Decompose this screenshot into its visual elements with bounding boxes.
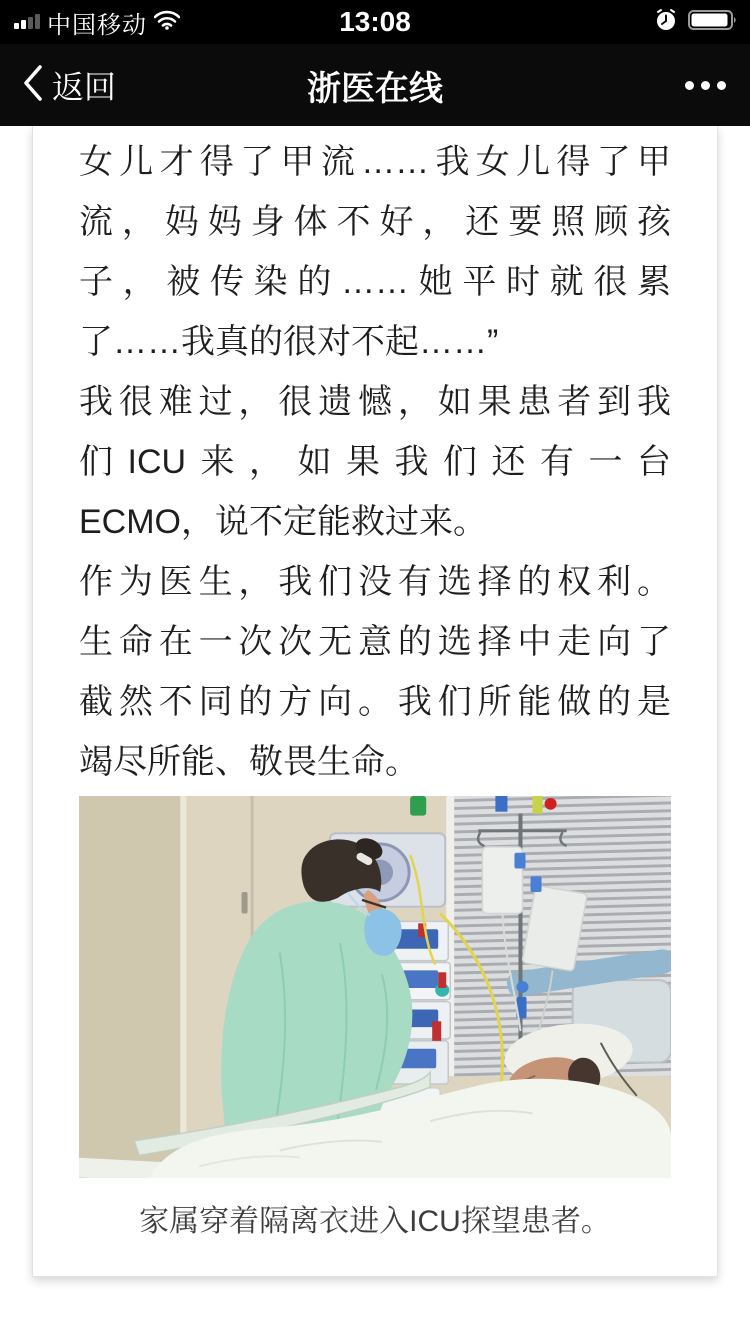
article-card (32, 126, 718, 1277)
signal-strength-icon (14, 15, 40, 29)
article-text-line: 作为医生，我们没有选择的权利。 (79, 563, 671, 601)
wifi-icon (154, 10, 180, 35)
article-text-line: 生命在一次次无意的选择中走向了 (79, 623, 671, 661)
page-title: 浙医在线 (307, 69, 443, 108)
article-text-line: 我很难过，很遗憾，如果患者到我 (79, 383, 671, 421)
status-time: 13:08 (339, 6, 411, 37)
article-text-line: 了……我真的很对不起……” (79, 323, 499, 361)
back-button[interactable] (0, 62, 116, 108)
icu-scene-illustration (79, 796, 671, 1178)
status-bar (0, 0, 750, 44)
article-text-line: ECMO，说不定能救过来。 (79, 503, 487, 541)
article-text-line: 子，被传染的……她平时就很累 (79, 263, 671, 301)
article-photo[interactable] (79, 796, 671, 1178)
article-text-line: 女儿才得了甲流……我女儿得了甲 (79, 143, 671, 181)
more-dot-icon (701, 81, 710, 90)
photo-caption: 家属穿着隔离衣进入ICU探望患者。 (139, 1205, 611, 1238)
article-text-line: 竭尽所能、敬畏生命。 (79, 743, 419, 781)
article-text-line: 截然不同的方向。我们所能做的是 (79, 683, 671, 721)
more-dot-icon (717, 81, 726, 90)
back-chevron-icon (22, 64, 44, 107)
article-text-line: 们ICU来，如果我们还有一台 (79, 443, 671, 481)
nav-bar (0, 44, 750, 126)
alarm-clock-icon (654, 8, 678, 37)
article-text (79, 132, 671, 792)
more-dot-icon (685, 81, 694, 90)
back-button-label: 返回 (52, 69, 117, 105)
article-text-line: 流，妈妈身体不好，还要照顾孩 (79, 203, 671, 241)
battery-icon (688, 8, 738, 37)
more-menu-button[interactable] (685, 81, 750, 90)
carrier-label: 中国移动 (47, 11, 147, 39)
